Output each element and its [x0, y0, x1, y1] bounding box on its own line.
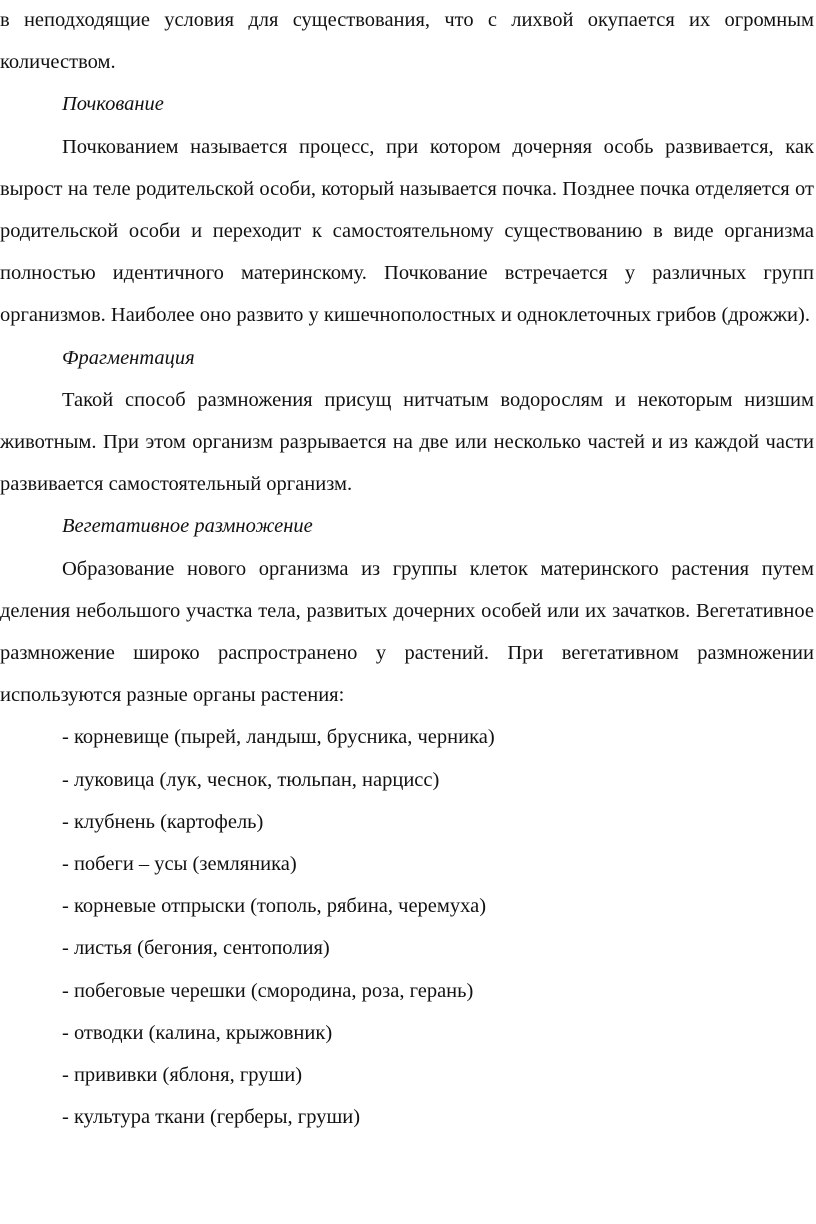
- list-item: - отводки (калина, крыжовник): [62, 1021, 333, 1044]
- paragraph-fragmentation: Такой способ размножения присущ нитчатым водорослям и некоторым низшим животным. При этом организм разрывается на две или несколько частей и из каждой части развивается самостоятельный организм.: [0, 388, 814, 496]
- list-item: - клубнень (картофель): [62, 810, 264, 833]
- plant-organs-list: [0, 716, 814, 1138]
- paragraph-budding: Почкованием называется процесс, при котором дочерняя особь развивается, как вырост на теле родительской особи, который называется почка. Позднее почка отделяется от родительской особи и переходит к самостоятельному существованию в виде организма полностью идентичного материнскому. Почкование встречается у различных групп организмов. Наиболее оно развито у кишечнополостных и одноклеточных грибов (дрожжи).: [0, 135, 814, 327]
- list-item: - луковица (лук, чеснок, тюльпан, нарцисс): [62, 768, 440, 791]
- list-item: - культура ткани (герберы, груши): [62, 1106, 361, 1129]
- list-item: - прививки (яблоня, груши): [62, 1064, 303, 1087]
- continuation-paragraph: в неподходящие условия для существования, что с лихвой окупается их огромным количеством.: [0, 9, 814, 74]
- list-item: - корневые отпрыски (тополь, рябина, черемуха): [62, 895, 487, 918]
- section-heading-fragmentation: Фрагментация: [62, 346, 195, 369]
- list-item: - побеги – усы (земляника): [62, 853, 297, 876]
- list-item: - побеговые черешки (смородина, роза, герань): [62, 979, 474, 1002]
- section-heading-budding: Почкование: [62, 93, 164, 116]
- paragraph-vegetative: Образование нового организма из группы клеток материнского растения путем деления небольшого участка тела, развитых дочерних особей или их зачатков. Вегетативное размножение широко распространено у растений. При вегетативном размножении используются разные органы растения:: [0, 557, 814, 707]
- list-item: - корневище (пырей, ландыш, брусника, черника): [62, 726, 495, 749]
- section-heading-vegetative: Вегетативное размножение: [62, 515, 313, 538]
- list-item: - листья (бегония, сентополия): [62, 937, 330, 960]
